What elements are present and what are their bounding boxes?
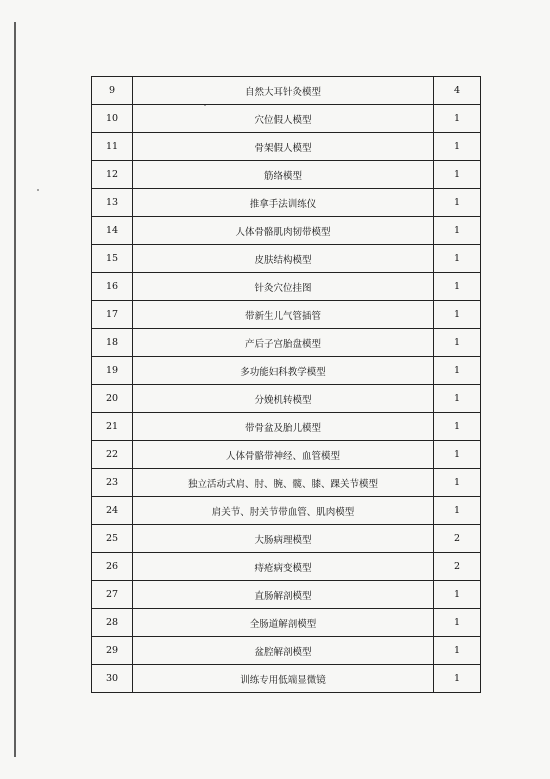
table-row bbox=[92, 189, 481, 217]
quantity-cell: 2 bbox=[434, 525, 481, 553]
row-number-cell: 16 bbox=[92, 273, 133, 301]
item-name-cell: 带骨盆及胎儿模型 bbox=[133, 413, 434, 441]
table-row bbox=[92, 273, 481, 301]
row-number-cell: 25 bbox=[92, 525, 133, 553]
table-row bbox=[92, 469, 481, 497]
table-row bbox=[92, 497, 481, 525]
table-row bbox=[92, 133, 481, 161]
table-row bbox=[92, 245, 481, 273]
table-row bbox=[92, 161, 481, 189]
item-name-cell: 推拿手法训练仪 bbox=[133, 189, 434, 217]
item-name-cell: 多功能妇科教学模型 bbox=[133, 357, 434, 385]
table-row bbox=[92, 217, 481, 245]
table-row bbox=[92, 357, 481, 385]
row-number-cell: 14 bbox=[92, 217, 133, 245]
table-row bbox=[92, 581, 481, 609]
quantity-cell: 1 bbox=[434, 161, 481, 189]
row-number-cell: 26 bbox=[92, 553, 133, 581]
item-name-cell: 人体骨骼带神经、血管模型 bbox=[133, 441, 434, 469]
item-name-cell: 大肠病理模型 bbox=[133, 525, 434, 553]
table-row bbox=[92, 329, 481, 357]
item-name-cell: 皮肤结构模型 bbox=[133, 245, 434, 273]
table-row bbox=[92, 385, 481, 413]
quantity-cell: 4 bbox=[434, 77, 481, 105]
item-name-cell: 盆腔解剖模型 bbox=[133, 637, 434, 665]
table-row bbox=[92, 105, 481, 133]
row-number-cell: 11 bbox=[92, 133, 133, 161]
table-row bbox=[92, 77, 481, 105]
table-row bbox=[92, 609, 481, 637]
row-number-cell: 23 bbox=[92, 469, 133, 497]
item-name-cell: 产后子宫胎盘模型 bbox=[133, 329, 434, 357]
row-number-cell: 19 bbox=[92, 357, 133, 385]
table-row bbox=[92, 637, 481, 665]
quantity-cell: 1 bbox=[434, 245, 481, 273]
row-number-cell: 9 bbox=[92, 77, 133, 105]
binding-edge bbox=[14, 22, 16, 757]
quantity-cell: 1 bbox=[434, 357, 481, 385]
item-name-cell: 独立活动式肩、肘、腕、髋、膝、踝关节模型 bbox=[133, 469, 434, 497]
table-row bbox=[92, 301, 481, 329]
row-number-cell: 27 bbox=[92, 581, 133, 609]
item-name-cell: 训练专用低端显微镜 bbox=[133, 665, 434, 693]
quantity-cell: 1 bbox=[434, 469, 481, 497]
table-row bbox=[92, 525, 481, 553]
item-name-cell: 穴位假人模型 bbox=[133, 105, 434, 133]
equipment-table-body bbox=[92, 77, 481, 693]
row-number-cell: 10 bbox=[92, 105, 133, 133]
quantity-cell: 1 bbox=[434, 133, 481, 161]
quantity-cell: 1 bbox=[434, 385, 481, 413]
row-number-cell: 17 bbox=[92, 301, 133, 329]
item-name-cell: 筋络模型 bbox=[133, 161, 434, 189]
row-number-cell: 28 bbox=[92, 609, 133, 637]
quantity-cell: 1 bbox=[434, 217, 481, 245]
item-name-cell: 针灸穴位挂图 bbox=[133, 273, 434, 301]
row-number-cell: 22 bbox=[92, 441, 133, 469]
quantity-cell: 1 bbox=[434, 497, 481, 525]
quantity-cell: 1 bbox=[434, 189, 481, 217]
quantity-cell: 1 bbox=[434, 329, 481, 357]
row-number-cell: 12 bbox=[92, 161, 133, 189]
item-name-cell: 人体骨骼肌肉韧带模型 bbox=[133, 217, 434, 245]
quantity-cell: 1 bbox=[434, 441, 481, 469]
item-name-cell: 肩关节、肘关节带血管、肌肉模型 bbox=[133, 497, 434, 525]
item-name-cell: 骨架假人模型 bbox=[133, 133, 434, 161]
row-number-cell: 29 bbox=[92, 637, 133, 665]
quantity-cell: 1 bbox=[434, 637, 481, 665]
row-number-cell: 15 bbox=[92, 245, 133, 273]
quantity-cell: 2 bbox=[434, 553, 481, 581]
table-row bbox=[92, 665, 481, 693]
row-number-cell: 24 bbox=[92, 497, 133, 525]
item-name-cell: 带新生儿气管插管 bbox=[133, 301, 434, 329]
row-number-cell: 13 bbox=[92, 189, 133, 217]
item-name-cell: 痔疮病变模型 bbox=[133, 553, 434, 581]
item-name-cell: 分娩机转模型 bbox=[133, 385, 434, 413]
row-number-cell: 21 bbox=[92, 413, 133, 441]
scan-speck bbox=[37, 189, 39, 191]
table-row bbox=[92, 553, 481, 581]
row-number-cell: 30 bbox=[92, 665, 133, 693]
table-row bbox=[92, 413, 481, 441]
quantity-cell: 1 bbox=[434, 105, 481, 133]
quantity-cell: 1 bbox=[434, 581, 481, 609]
quantity-cell: 1 bbox=[434, 609, 481, 637]
table-row bbox=[92, 441, 481, 469]
quantity-cell: 1 bbox=[434, 413, 481, 441]
item-name-cell: 全肠道解剖模型 bbox=[133, 609, 434, 637]
quantity-cell: 1 bbox=[434, 665, 481, 693]
item-name-cell: 自然大耳针灸模型 bbox=[133, 77, 434, 105]
item-name-cell: 直肠解剖模型 bbox=[133, 581, 434, 609]
row-number-cell: 18 bbox=[92, 329, 133, 357]
quantity-cell: 1 bbox=[434, 301, 481, 329]
equipment-table bbox=[91, 76, 481, 693]
row-number-cell: 20 bbox=[92, 385, 133, 413]
quantity-cell: 1 bbox=[434, 273, 481, 301]
